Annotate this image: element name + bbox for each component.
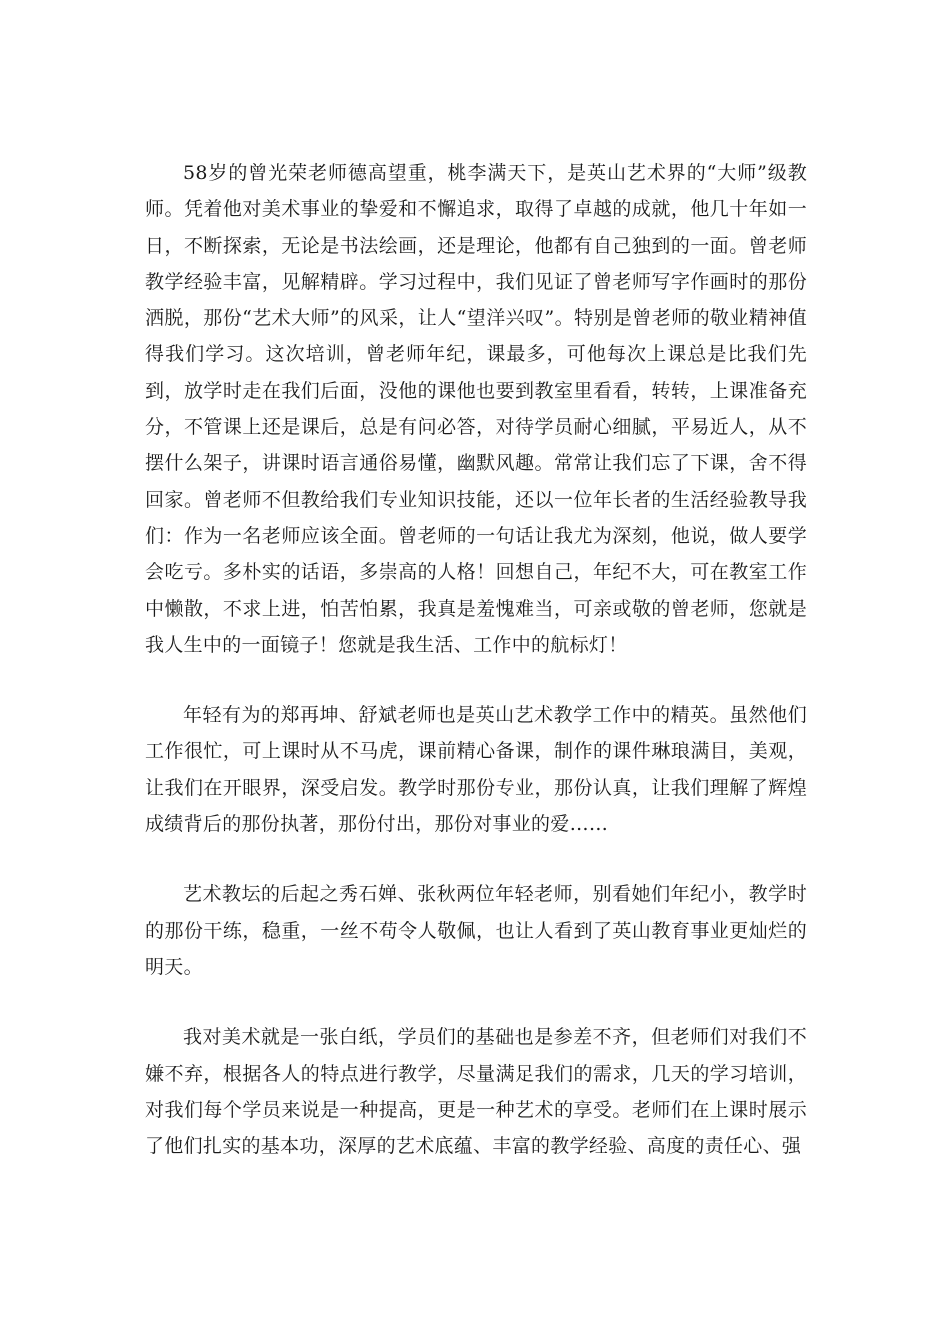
paragraph-teacher-zeng: 58岁的曾光荣老师德高望重，桃李满天下，是英山艺术界的“大师”级教师。凭着他对美术事业的挚爱和不懈追求，取得了卓越的成就，他几十年如一日，不断探索，无论是书法绘画，还是理论，他都有自己独到的一面。曾老师教学经验丰富，见解精辟。学习过程中，我们见证了曾老师写字作画时的那份洒脱，那份“艺术大师”的风采，让人“望洋兴叹”。特别是曾老师的敬业精神值得我们学习。这次培训，曾老师年纪，课最多，可他每次上课总是比我们先到，放学时走在我们后面，没他的课他也要到教室里看看，转转，上课准备充分，不管课上还是课后，总是有问必答，对待学员耐心细腻，平易近人，从不摆什么架子，讲课时语言通俗易懂，幽默风趣。常常让我们忘了下课，舍不得回家。曾老师不但教给我们专业知识技能，还以一位年长者的生活经验教导我们：作为一名老师应该全面。曾老师的一句话让我尤为深刻，他说，做人要学会吃亏。多朴实的话语，多崇高的人格！回想自己，年纪不大，可在教室工作中懒散，不求上进，怕苦怕累，我真是羞愧难当，可亲或敬的曾老师，您就是我人生中的一面镜子！您就是我生活、工作中的航标灯！ bbox=[145, 162, 807, 656]
document-body bbox=[145, 155, 807, 1164]
paragraph-personal-reflection: 我对美术就是一张白纸，学员们的基础也是参差不齐，但老师们对我们不嫌不弃，根据各人的特点进行教学，尽量满足我们的需求，几天的学习培训，对我们每个学员来说是一种提高，更是一种艺术的享受。老师们在上课时展示了他们扎实的基本功，深厚的艺术底蕴、丰富的教学经验、高度的责任心、强 bbox=[145, 1026, 807, 1158]
paragraph-teachers-zheng-shu: 年轻有为的郑再坤、舒斌老师也是英山艺术教学工作中的精英。虽然他们工作很忙，可上课时从不马虎，课前精心备课，制作的课件琳琅满目，美观，让我们在开眼界，深受启发。教学时那份专业，那份认真，让我们理解了辉煌成绩背后的那份执著，那份付出，那份对事业的爱…… bbox=[145, 704, 807, 836]
paragraph-teachers-shi-zhang: 艺术教坛的后起之秀石婵、张秋两位年轻老师，别看她们年纪小，教学时的那份干练，稳重，一丝不苟令人敬佩，也让人看到了英山教育事业更灿烂的明天。 bbox=[145, 883, 807, 978]
